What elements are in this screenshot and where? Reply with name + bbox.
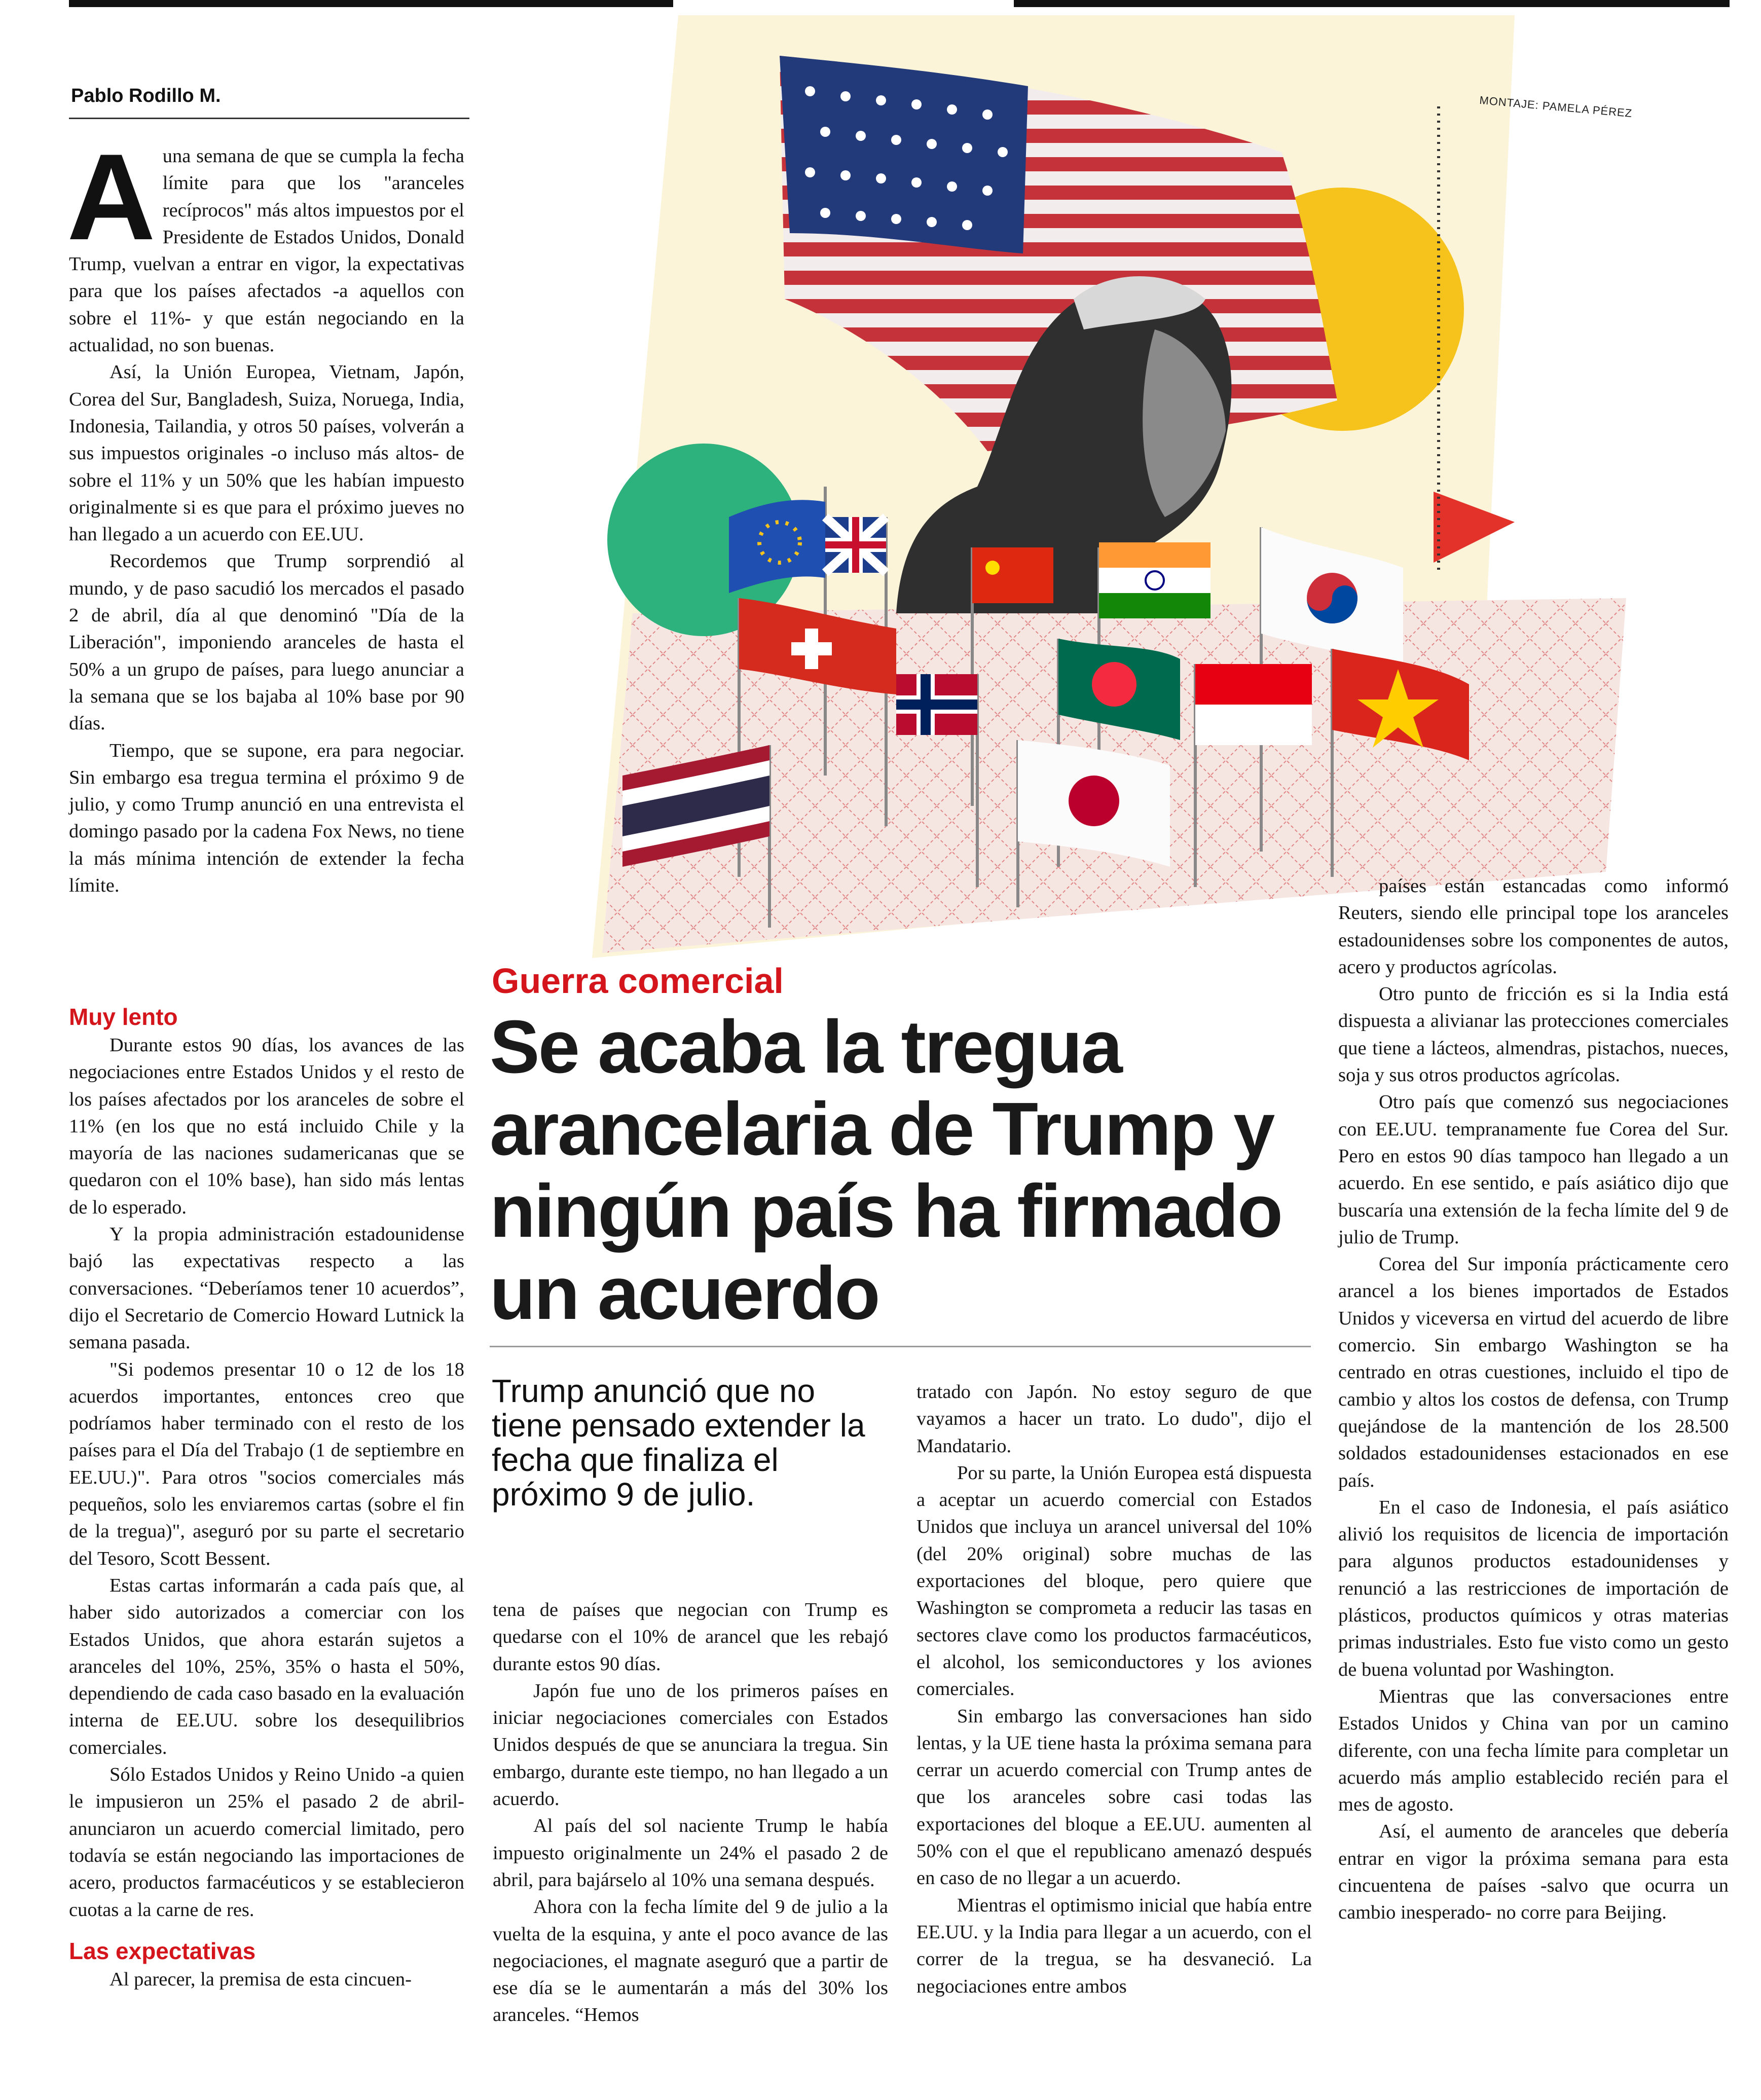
- paragraph: Otro punto de fricción es si la India está dispuesta a alivianar las protecciones comerciales que tiene a lácteos, almendras, pistachos, nueces, soja y sus otros productos agrícolas.: [1338, 983, 1729, 1086]
- paragraph: Por su parte, la Unión Europea está dispuesta a aceptar un acuerdo comercial con Estados Unidos que incluya un arancel universal del 10% (del 20% original) sobre muchas de las exportaciones del bloque, pero quiere que Washington se comprometa a reducir las tasas en sectores clave como los productos farmacéuticos, el alcohol, los semiconductores y los aviones comerciales.: [916, 1462, 1312, 1700]
- paragraph: Ahora con la fecha límite del 9 de julio a la vuelta de la esquina, y ante el poco avance de las negociaciones, el magnate aseguró que a partir de ese día se le aumentarán a más del 30% los aranceles. “Hemos: [493, 1896, 888, 2026]
- paragraph: tena de países que negocian con Trump es quedarse con el 10% de arancel que les rebajó durante estos 90 días.: [493, 1599, 888, 1675]
- paragraph: "Si podemos presentar 10 o 12 de los 18 acuerdos importantes, entonces creo que podríamos haber terminado con el resto de los países para el Día del Trabajo (1 de septiembre en EE.UU.)". Para otros "socios comerciales más pequeños, solo les enviaremos cartas (sobre el fin de la tregua)", aseguró por su parte el secretario del Tesoro, Scott Bessent.: [69, 1358, 464, 1569]
- section-kicker: Guerra comercial: [492, 961, 784, 1001]
- paragraph: Al parecer, la premisa de esta cincuen-: [109, 1968, 412, 1990]
- byline-divider: [69, 118, 469, 119]
- paragraph: Corea del Sur imponía prácticamente cero arancel a los bienes importados de Estados Unidos y viceversa en virtud del acuerdo de libre comercio. Sin embargo Washington se ha centrado en otras cuestiones, incluido el tipo de cambio y altos los costos de defensa, con Trump quejándose de la mantención de los 28.500 soldados estadounidenses estacionados en ese país.: [1338, 1254, 1729, 1491]
- paragraph: países están estancadas como informó Reuters, siendo elle principal tope los aranceles estadounidenses sobre los componentes de autos, acero y productos agrícolas.: [1338, 875, 1729, 978]
- lead-paragraph: Auna semana de que se cumpla la fecha límite para que los "aranceles recíprocos" más altos impuestos por el Presidente de Estados Unidos, Donald Trump, vuelvan a entrar en vigor, la expectativas para que los países afectados -a aquellos con sobre el 11%- y que están negociando en la actualidad, no son buenas.: [67, 129, 464, 356]
- paragraph: Otro país que comenzó sus negociaciones con EE.UU. tempranamente fue Corea del Sur. Pero en estos 90 días tampoco han llegado a un acuerdo. En ese sentido, e país asiático dijo que buscaría una extensión de la fecha límite del 9 de julio de Trump.: [1338, 1091, 1729, 1248]
- top-rule-right: [1014, 0, 1730, 7]
- column-3: [916, 1379, 1312, 2000]
- paragraph: Recordemos que Trump sorprendió al mundo, y de paso sacudió los mercados el pasado 2 de abril, día al que denominó "Día de la Liberación", imponiendo aranceles de hasta el 50% a un grupo de países, para luego anunciar a la semana que se los bajaba al 10% base por 90 días.: [69, 550, 464, 734]
- paragraph: Sin embargo las conversaciones han sido lentas, y la UE tiene hasta la próxima semana para cerrar un acuerdo comercial con Trump antes de que los aranceles sobre casi todas las exportaciones del bloque a EE.UU. aumenten al 50% con el que el republicano amenazó después en caso de no llegar a un acuerdo.: [916, 1705, 1312, 1889]
- drop-cap: A: [67, 129, 156, 266]
- column-1: [67, 129, 464, 899]
- paragraph: Mientras el optimismo inicial que había entre EE.UU. y la India para llegar a un acuerdo, con el correr de la tregua, se ha desvaneció. La negociaciones entre ambos: [916, 1894, 1312, 1997]
- paragraph: Sólo Estados Unidos y Reino Unido -a quien le impusieron un 25% el pasado 2 de abril- anunciaron un acuerdo comercial limitado, pero todavía se están negociando las importaciones de acero, productos farmacéuticos y se establecieron cuotas a la carne de res.: [69, 1764, 464, 1921]
- paragraph: En el caso de Indonesia, el país asiático alivió los requisitos de licencia de importación para algunos productos estadounidenses y renunció a las restricciones de importación de plásticos, productos químicos y otras materias primas industriales. Esto fue visto como un gesto de buena voluntad por Washington.: [1338, 1496, 1729, 1680]
- trade-war-illustration: [572, 15, 1733, 958]
- headline-divider: [490, 1346, 1311, 1347]
- photo-credit: MONTAJE: PAMELA PÉREZ: [1479, 93, 1633, 120]
- paragraph: Y la propia administración estadounidense bajó las expectativas respecto a las conversaciones. “Deberíamos tener 10 acuerdos”, dijo el Secretario de Comercio Howard Lutnick la semana pasada.: [69, 1224, 464, 1353]
- paragraph: Japón fue uno de los primeros países en iniciar negociaciones comerciales con Estados Unidos después de que se anunciara la tregua. Sin embargo, durante este tiempo, no han llegado a un acuerdo.: [493, 1680, 888, 1810]
- top-rule-left: [69, 0, 673, 7]
- byline: Pablo Rodillo M.: [71, 85, 221, 106]
- paragraph: Tiempo, que se supone, era para negociar. Sin embargo esa tregua termina el próximo 9 de julio, y como Trump anunció en una entrevista el domingo pasado por la cadena Fox News, no tiene la más mínima intención de extender la fecha límite.: [69, 740, 464, 897]
- paragraph: Mientras que las conversaciones entre Estados Unidos y China van por un camino diferente, con una fecha límite para completar un acuerdo más amplio establecido recién para el mes de agosto.: [1338, 1685, 1729, 1816]
- section-heading-muy-lento: Muy lento: [69, 1004, 178, 1030]
- subheadline: Trump anunció que no tiene pensado extender la fecha que finaliza el próximo 9 de julio.: [492, 1373, 865, 1513]
- column-2: [493, 1597, 888, 2029]
- headline: Se acaba la tregua arancelaria de Trump y ningún país ha firmado un acuerdo: [490, 1005, 1282, 1335]
- section-heading-las-expectativas: Las expectativas: [69, 1937, 256, 1964]
- paragraph: Durante estos 90 días, los avances de las negociaciones entre Estados Unidos y el resto de los países afectados por los aranceles de sobre el 11% (en los que no está incluido Chile y la mayoría de las naciones sudamericanas que se quedaron con el 10% base), han sido más lentas de lo esperado.: [69, 1035, 464, 1218]
- column-1-lower: [69, 989, 464, 1993]
- paragraph: tratado con Japón. No estoy seguro de que vayamos a hacer un trato. Lo dudo", dijo el Mandatario.: [916, 1381, 1312, 1457]
- paragraph: Estas cartas informarán a cada país que, al haber sido autorizados a comerciar con los Estados Unidos, que ahora estarán sujetos a aranceles del 10%, 25%, 35% o hasta el 50%, dependiendo de cada caso basado en la evaluación interna de EE.UU. sobre los desequilibrios comerciales.: [69, 1574, 464, 1758]
- paragraph: Así, la Unión Europea, Vietnam, Japón, Corea del Sur, Bangladesh, Suiza, Noruega, India, Indonesia, Tailandia, y otros 50 países, volverán a sus impuestos originales -o incluso más altos- de sobre el 11% y un 50% que les habían impuesto originalmente si es que para el próximo jueves no han llegado a un acuerdo con EE.UU.: [69, 361, 464, 545]
- column-4: [1338, 873, 1729, 1927]
- paragraph: Al país del sol naciente Trump le había impuesto originalmente un 24% el pasado 2 de abril, para bajárselo al 10% una semana después.: [493, 1815, 888, 1891]
- paragraph: Así, el aumento de aranceles que debería entrar en vigor la próxima semana para esta cincuentena de países -salvo que ocurra un cambio inesperado- no corre para Beijing.: [1338, 1821, 1729, 1924]
